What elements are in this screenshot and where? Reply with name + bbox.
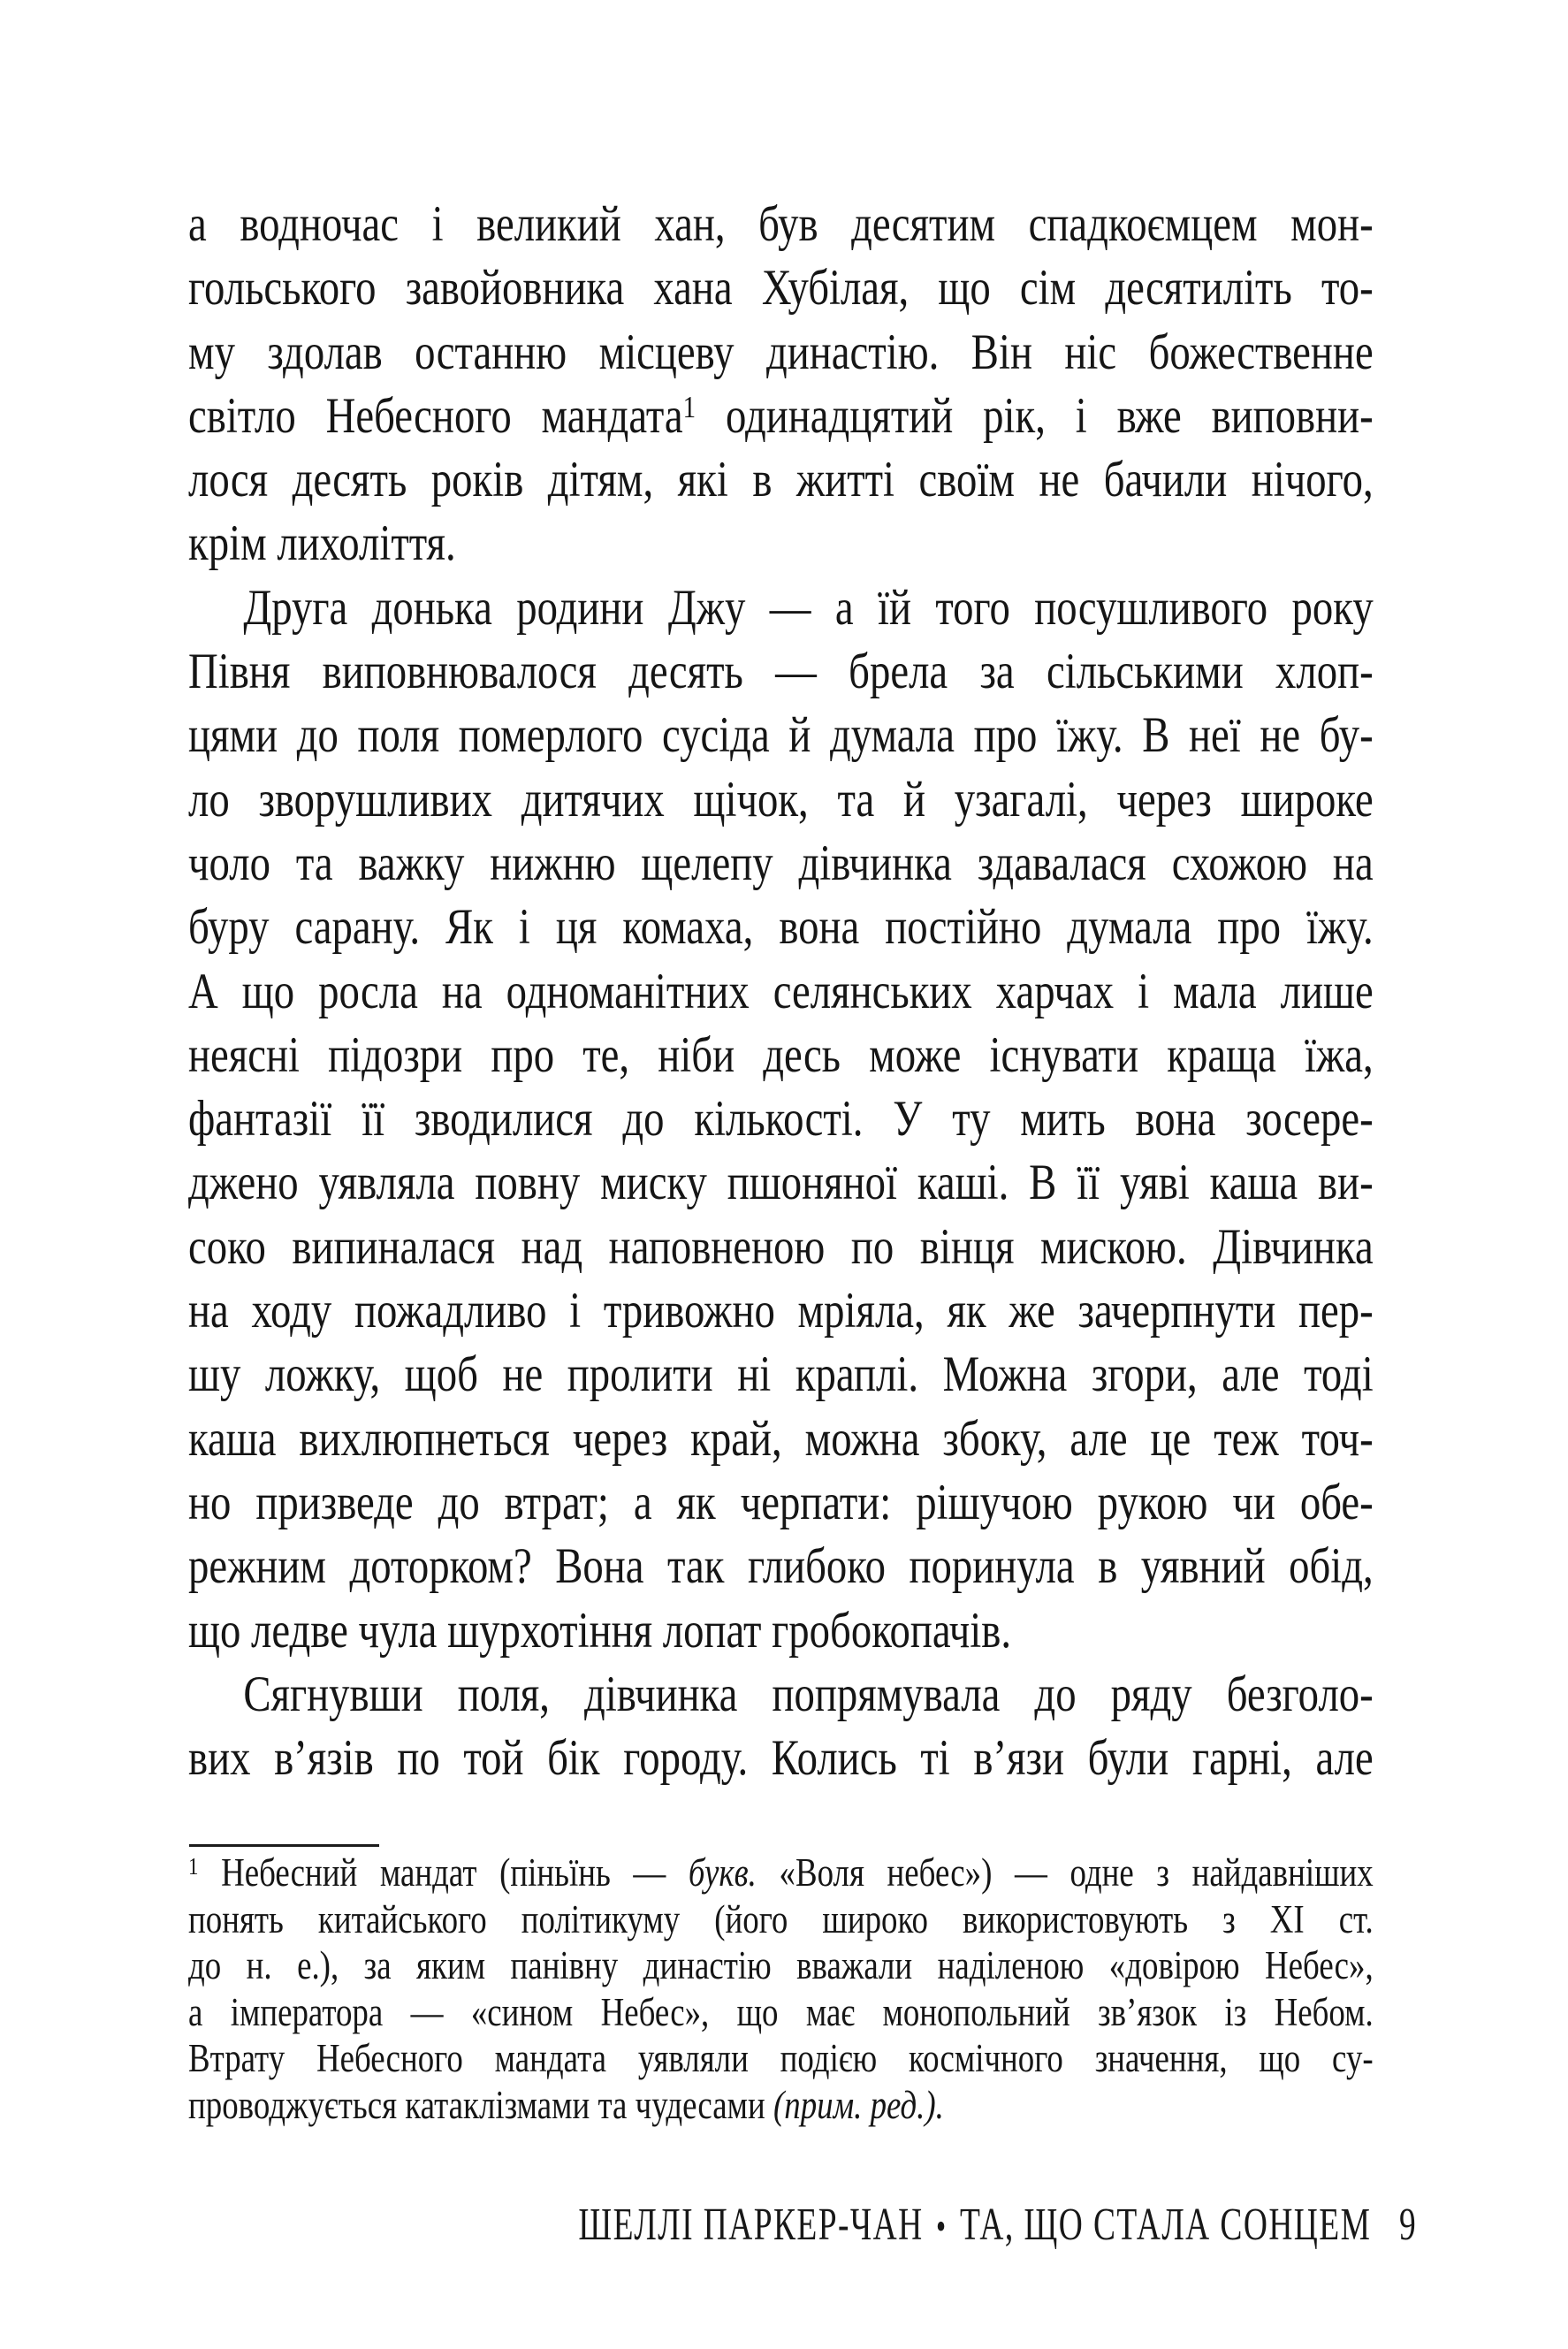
body-text-line: Півня виповнювалося десять — брела за сільськими хлоп- (188, 644, 1374, 700)
body-text-line: буру сарану. Як і ця комаха, вона постійно думала про їжу. (188, 899, 1374, 956)
footer-bullet-icon: • (936, 2205, 948, 2248)
body-paragraph (188, 576, 1374, 1663)
body-text-line: крім лихоліття. (188, 515, 456, 572)
body-text-line: джено уявляла повну миску пшоняної каші. В її уяві каша ви- (188, 1155, 1374, 1211)
footnote-text-line: $^1$ Небесний мандат (піньїнь — букв. «Воля небес») — одне з найдавніших (188, 1850, 1374, 1895)
body-text-line: но призведе до втрат; а як черпати: рішучою рукою чи обе- (188, 1474, 1374, 1530)
body-text-line: лося десять років дітям, які в житті своїм не бачили нічого, (188, 452, 1374, 508)
footer-author: ШЕЛЛІ ПАРКЕР-ЧАН (578, 2200, 924, 2250)
running-footer (579, 2199, 1416, 2251)
footnote-text-line: проводжується катаклізмами та чудесами (прим. ред.). (188, 2082, 944, 2127)
footnote (188, 1849, 1374, 2129)
body-text-line: Друга донька родини Джу — а їй того посушливого року (243, 579, 1374, 636)
body-text-line: чоло та важку нижню щелепу дівчинка здавалася схожою на (188, 835, 1374, 891)
footnote-text-line: понять китайського політикуму (його широко використовують з XI ст. (188, 1896, 1374, 1941)
footnote-marker: 1 (188, 1852, 199, 1880)
body-text-line: світло Небесного мандата$^1$ одинадцятий рік, і вже виповни- (188, 387, 1374, 444)
footnote-marker: 1 (682, 389, 696, 424)
body-text-line: Сягнувши поля, дівчинка попрямувала до ряду безголо- (243, 1666, 1374, 1722)
body-text-line: на ходу пожадливо і тривожно мріяла, як же зачерпнути пер- (188, 1283, 1374, 1339)
body-text-line: неясні підозри про те, ніби десь може існувати краща їжа, (188, 1026, 1374, 1083)
body-text-line: каша вихлюпнеться через край, можна збоку, але це теж точ- (188, 1410, 1374, 1467)
body-text-line: шу ложку, щоб не пролити ні краплі. Можна згори, але тоді (188, 1346, 1374, 1403)
page-number: 9 (1399, 2200, 1416, 2250)
body-text-line: фантазії її зводилися до кількості. У ту мить вона зосере- (188, 1091, 1374, 1148)
body-text-line: гольського завойовника хана Хубілая, що сім десятиліть то- (188, 260, 1374, 317)
body-paragraph (188, 193, 1374, 576)
body-text-line: цями до поля померлого сусіда й думала про їжу. В неї не бу- (188, 707, 1374, 764)
footnote-separator (189, 1844, 379, 1847)
body-text-line: соко випиналася над наповненою по вінця мискою. Дівчинка (188, 1218, 1374, 1275)
body-text-line: вих в’язів по той бік городу. Колись ті в’язи були гарні, але (188, 1730, 1374, 1787)
body-text (188, 193, 1374, 1790)
body-text-line: му здолав останню місцеву династію. Він ніс божественне (188, 324, 1374, 380)
body-text-line: а водночас і великий хан, був десятим спадкоємцем мон- (188, 196, 1374, 252)
footnote-paragraph (188, 1849, 1374, 2129)
footer-book-title: ТА, ЩО СТАЛА СОНЦЕМ (960, 2200, 1372, 2250)
body-text-line: А що росла на одноманітних селянських харчах і мала лише (188, 963, 1374, 1019)
footnote-text-line: до н. е.), за яким панівну династію вважали наділеною «довірою Небес», (188, 1943, 1374, 1988)
body-paragraph (188, 1663, 1374, 1791)
body-text-line: режним доторком? Вона так глибоко поринула в уявний обід, (188, 1538, 1374, 1595)
body-text-line: ло зворушливих дитячих щічок, та й узагалі, через широке (188, 771, 1374, 827)
footnote-text-line: Втрату Небесного мандата уявляли подією космічного значення, що су- (188, 2036, 1374, 2081)
body-text-line: що ледве чула шурхотіння лопат гробокопачів. (188, 1602, 1012, 1659)
footnote-text-line: а імператора — «сином Небес», що має монопольний зв’язок із Небом. (188, 1989, 1374, 2034)
